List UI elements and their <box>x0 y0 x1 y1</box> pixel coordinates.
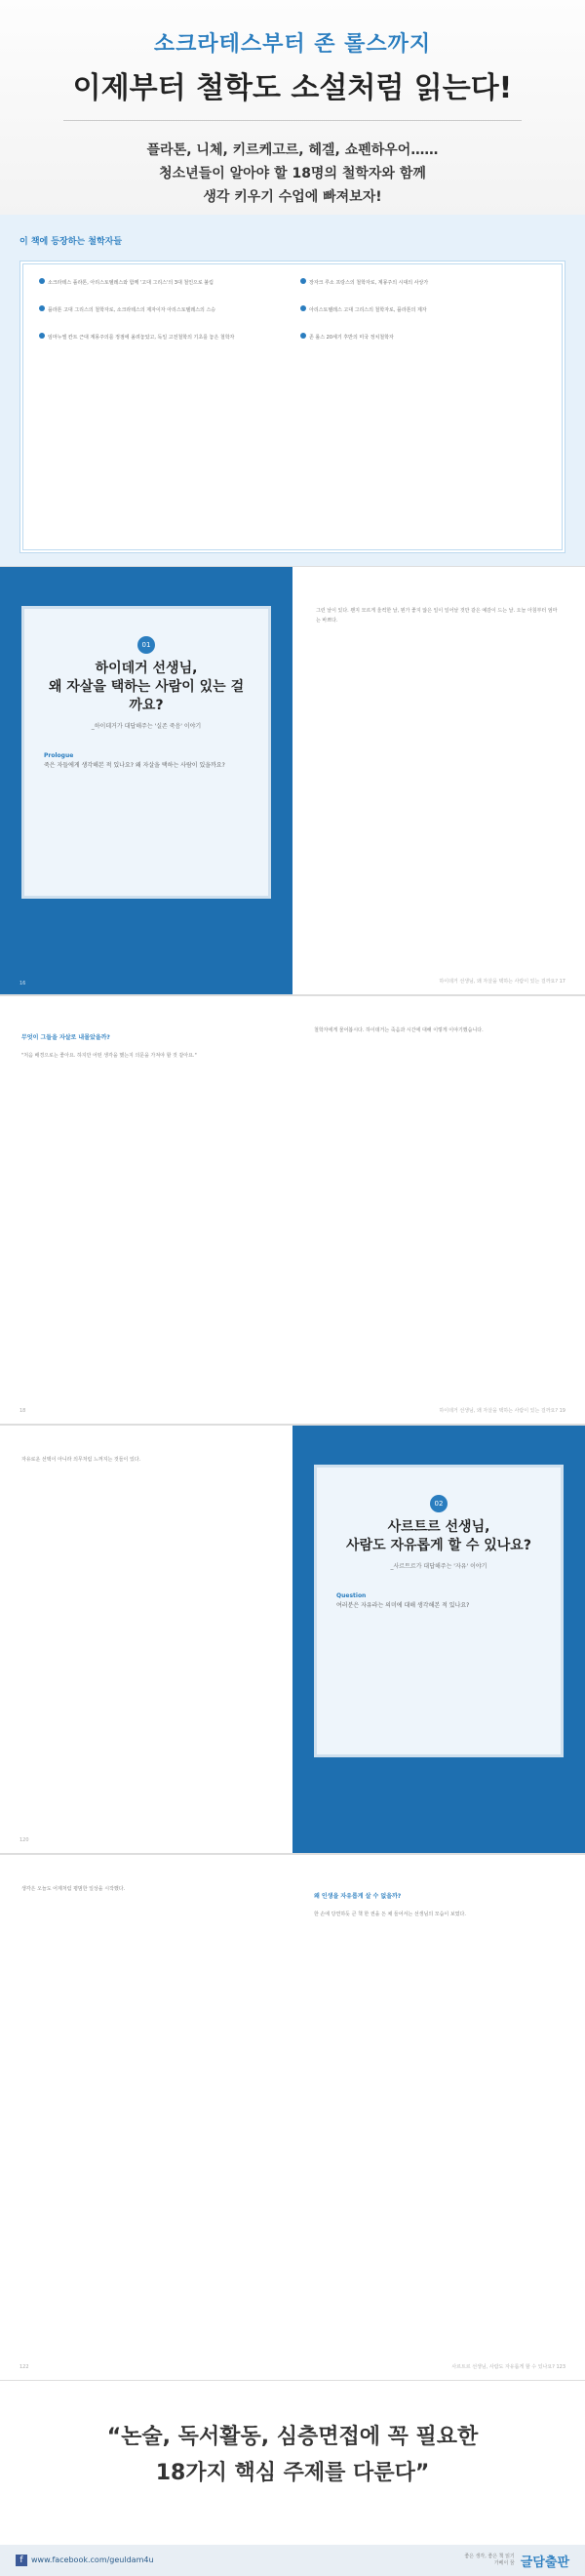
pin-icon <box>300 278 306 284</box>
book-spread-3 <box>0 1425 585 1854</box>
spread-2-right-page <box>292 996 585 1424</box>
footer-bar <box>0 2545 585 2576</box>
philosopher-entry: 존 롤스 20세기 후반의 미국 정치철학자 <box>300 333 546 342</box>
running-footer: 하이데거 선생님, 왜 자살을 택하는 사람이 있는 걸까요? 17 <box>439 979 566 985</box>
body-text: 그런 날이 있다. 왠지 모르게 울컥한 날, 뭔가 좋지 않은 일이 일어날 것만 같은 예감이 드는 날. 오늘 아침부터 엄마는 바쁘다. <box>316 608 558 624</box>
philosopher-entry: 임마누엘 칸트 근대 계몽주의를 정점에 올려놓았고, 독일 고전철학의 기초를 놓은 철학자 <box>39 333 285 342</box>
question-label: Prologue <box>44 752 74 759</box>
philosophers-left-column <box>39 278 285 536</box>
chapter-title: 하이데거 선생님, 왜 자살을 택하는 사람이 있는 걸까요? <box>48 661 245 713</box>
section-header: 왜 인생을 자유롭게 살 수 없을까? <box>314 1893 402 1900</box>
running-footer: 하이데거 선생님, 왜 자살을 택하는 사람이 있는 걸까요? 19 <box>439 1408 566 1414</box>
philosophers-section <box>0 215 585 566</box>
hero-sub1: 플라톤, 니체, 키르케고르, 헤겔, 쇼펜하우어…… <box>146 142 439 158</box>
pin-icon <box>39 305 45 311</box>
pin-icon <box>300 305 306 311</box>
chapter-page-right <box>292 567 585 994</box>
chapter-panel <box>21 606 271 899</box>
chapter-question-box <box>336 1591 541 1611</box>
hero-divider <box>63 120 522 121</box>
spread-4-right-page <box>292 1855 585 2380</box>
body-text: "처음 배경으로는 좋아요. 하지만 어떤 생각을 했는지 의문을 가져야 할 것 같아요." <box>21 1053 197 1059</box>
pin-icon <box>39 333 45 339</box>
hero-line2: 이제부터 철학도 소설처럼 읽는다! <box>72 71 513 105</box>
body-text: 자유로운 선택이 아니라 의무처럼 느껴지는 것들이 있다. <box>21 1457 141 1463</box>
book-spread-2 <box>0 995 585 1425</box>
chapter-subtitle: _하이데거가 대답해주는 '실존 죽음' 이야기 <box>91 723 202 730</box>
body-text: 철학자에게 물어봅시다. 하이데거는 죽음과 시간에 대해 이렇게 이야기했습니다. <box>314 1027 484 1033</box>
body-text: 생각은 오늘도 어제처럼 평범한 일상을 시작했다. <box>21 1886 126 1892</box>
pin-icon <box>39 278 45 284</box>
body-text: 한 손에 당연하듯 큰 책 한 권을 든 채 들어서는 선생님의 모습이 보였다. <box>314 1912 466 1917</box>
question-text: 죽은 자들에게 생각해본 적 있나요? 왜 자살을 택하는 사람이 있을까요? <box>44 762 225 769</box>
chapter-question-box <box>44 751 249 771</box>
philosopher-entry: 소크라테스 플라톤, 아리스토텔레스와 함께 '고대 그리스'의 3대 철인으로 불림 <box>39 278 285 288</box>
philosopher-entry: 플라톤 고대 그리스의 철학자로, 소크라테스의 제자이자 아리스토텔레스의 스승 <box>39 305 285 315</box>
spread-4-left-page <box>0 1855 292 2380</box>
chapter-subtitle: _사르트르가 대답해주는 '자유' 이야기 <box>390 1563 488 1570</box>
chapter-badge: 02 <box>430 1495 448 1512</box>
hero-subtitle <box>0 139 585 209</box>
running-footer: 사르트르 선생님, 사람도 자유롭게 할 수 있나요? 123 <box>451 2364 566 2370</box>
chapter-panel <box>314 1465 564 1757</box>
philosophers-card <box>20 261 566 553</box>
chapter-badge: 01 <box>137 636 155 654</box>
page-number: 18 <box>20 1408 26 1414</box>
page-number: 120 <box>20 1837 29 1843</box>
hero-line1: 소크라테스부터 존 롤스까지 <box>153 32 432 57</box>
chapter-opener-right <box>292 1426 585 1853</box>
section-header: 무엇이 그들을 자살로 내몰았을까? <box>21 1034 110 1041</box>
philosopher-entry: 아리스토텔레스 고대 그리스의 철학자로, 플라톤의 제자 <box>300 305 546 315</box>
hero-sub3: 생각 키우기 수업에 빠져보자! <box>203 189 382 205</box>
philosophers-label: 이 책에 등장하는 철학자들 <box>20 237 123 247</box>
book-spread-1 <box>0 566 585 995</box>
pin-icon <box>300 333 306 339</box>
book-spread-4 <box>0 1854 585 2381</box>
chapter-opener-left <box>0 567 292 994</box>
hero-sub2: 청소년들이 알아야 할 18명의 철학자와 함께 <box>159 166 426 181</box>
publisher-logo <box>464 2552 569 2570</box>
publisher-name: 글담출판 <box>520 2555 569 2570</box>
spread-3-left-page <box>0 1426 292 1853</box>
publisher-tagline: 좋은 생각, 좋은 책 읽기 가베이 꿈 <box>464 2554 515 2566</box>
question-label: Question <box>336 1592 367 1599</box>
page-number: 122 <box>20 2364 29 2370</box>
spread-2-left-page <box>0 996 292 1424</box>
question-text: 여러분은 자유라는 의미에 대해 생각해본 적 있나요? <box>336 1602 470 1609</box>
chapter-title: 사르트르 선생님, 사람도 자유롭게 할 수 있나요? <box>346 1519 531 1553</box>
closing-quote-line1: “논술, 독서활동, 심층면접에 꼭 필요한 <box>106 2425 479 2449</box>
facebook-icon: f <box>16 2555 27 2566</box>
closing-quote-line2: 18가지 핵심 주제를 다룬다” <box>155 2461 430 2485</box>
page-number: 16 <box>20 981 26 986</box>
philosopher-entry: 장자크 루소 프랑스의 철학자로, 계몽주의 시대의 사상가 <box>300 278 546 288</box>
facebook-link[interactable]: f www.facebook.com/geuldam4u <box>16 2555 154 2566</box>
hero-banner <box>0 0 585 215</box>
philosophers-right-column <box>300 278 546 536</box>
